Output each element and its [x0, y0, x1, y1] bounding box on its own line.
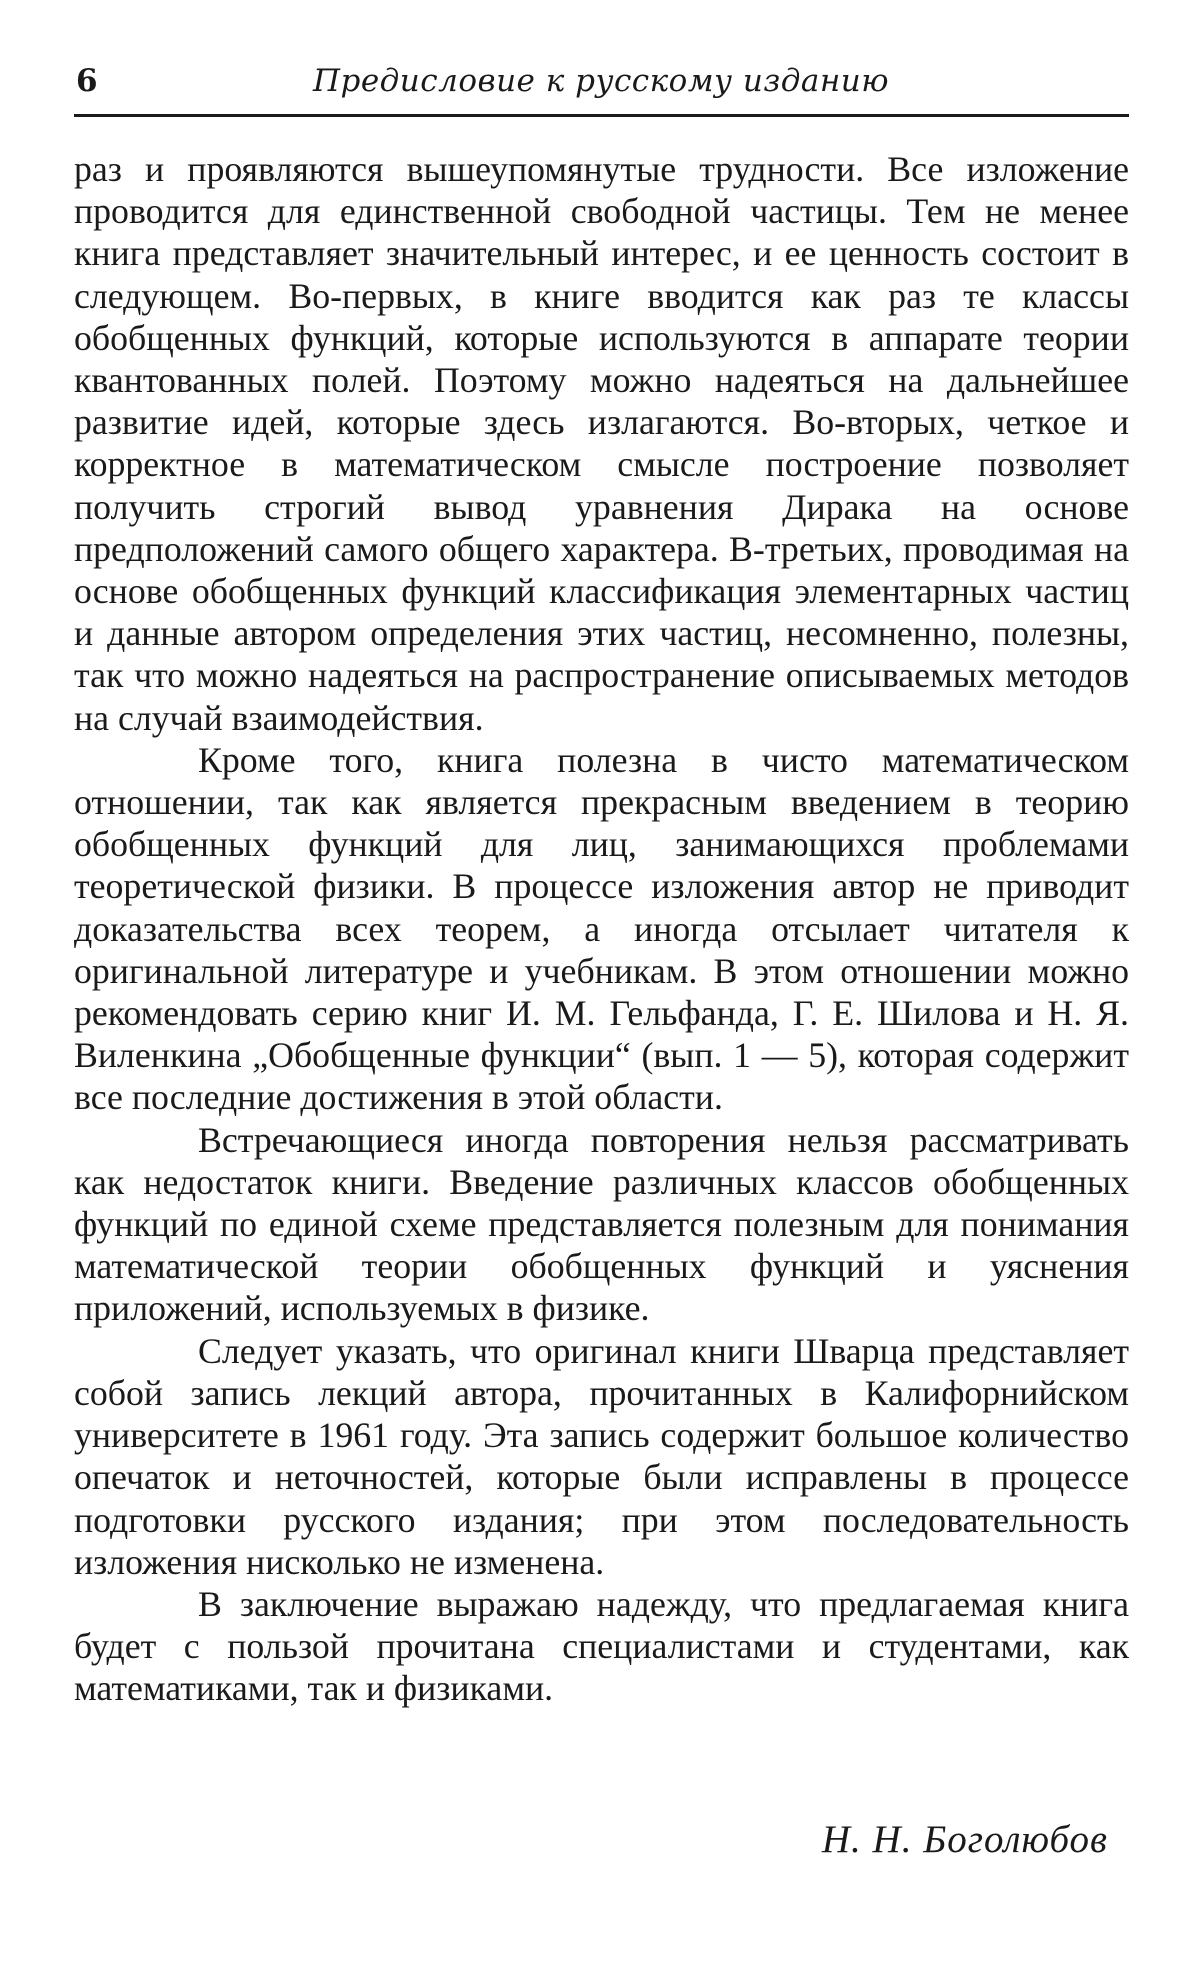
- paragraph-1: раз и проявляются вышеупомянутые трудности. Все изложение проводится для единственной свободной частицы. Тем не менее книга представляет значительный интерес, и ее ценность состоит в следующем. Во-первых, в книге вводится как раз те классы обобщенных функций, которые используются в аппарате теории квантованных полей. Поэтому можно надеяться на дальнейшее развитие идей, которые здесь излагаются. Во-вторых, четкое и корректное в математическом смысле построение позволяет получить строгий вывод уравнения Дирака на основе предположений самого общего характера. В-третьих, проводимая на основе обобщенных функций классификация элементарных частиц и данные автором определения этих частиц, несомненно, полезны, так что можно надеяться на распространение описываемых методов на случай взаимодействия.: [74, 149, 1129, 738]
- page-number: 6: [76, 63, 98, 99]
- header-rule: [74, 114, 1129, 117]
- author-signature: Н. Н. Боголюбов: [821, 1818, 1108, 1861]
- paragraph-3: Встречающиеся иногда повторения нельзя рассматривать как недостаток книги. Введение различных классов обобщенных функций по единой схеме представляется полезным для понимания математической теории обобщенных функций и уяснения приложений, используемых в физике.: [74, 1119, 1129, 1329]
- running-title: Предисловие к русскому изданию: [312, 63, 890, 99]
- paragraph-5: В заключение выражаю надежду, что предлагаемая книга будет с пользой прочитана специалистами и студентами, как математиками, так и физиками.: [74, 1583, 1129, 1709]
- paragraph-2: Кроме того, книга полезна в чисто математическом отношении, так как является прекрасным введением в теорию обобщенных функций для лиц, занимающихся проблемами теоретической физики. В процессе изложения автор не приводит доказательства всех теорем, а иногда отсылает читателя к оригинальной литературе и учебникам. В этом отношении можно рекомендовать серию книг И. М. Гельфанда, Г. Е. Шилова и Н. Я. Виленкина „Обобщенные функции“ (вып. 1 — 5), которая содержит все последние достижения в этой области.: [74, 739, 1129, 1118]
- running-head: [76, 58, 1126, 104]
- body-text: [74, 148, 1129, 1710]
- paragraph-4: Следует указать, что оригинал книги Шварца представляет собой запись лекций автора, прочитанных в Калифорнийском университете в 1961 году. Эта запись содержит большое количество опечаток и неточностей, которые были исправлены в процессе подготовки русского издания; при этом последовательность изложения нисколько не изменена.: [74, 1330, 1129, 1582]
